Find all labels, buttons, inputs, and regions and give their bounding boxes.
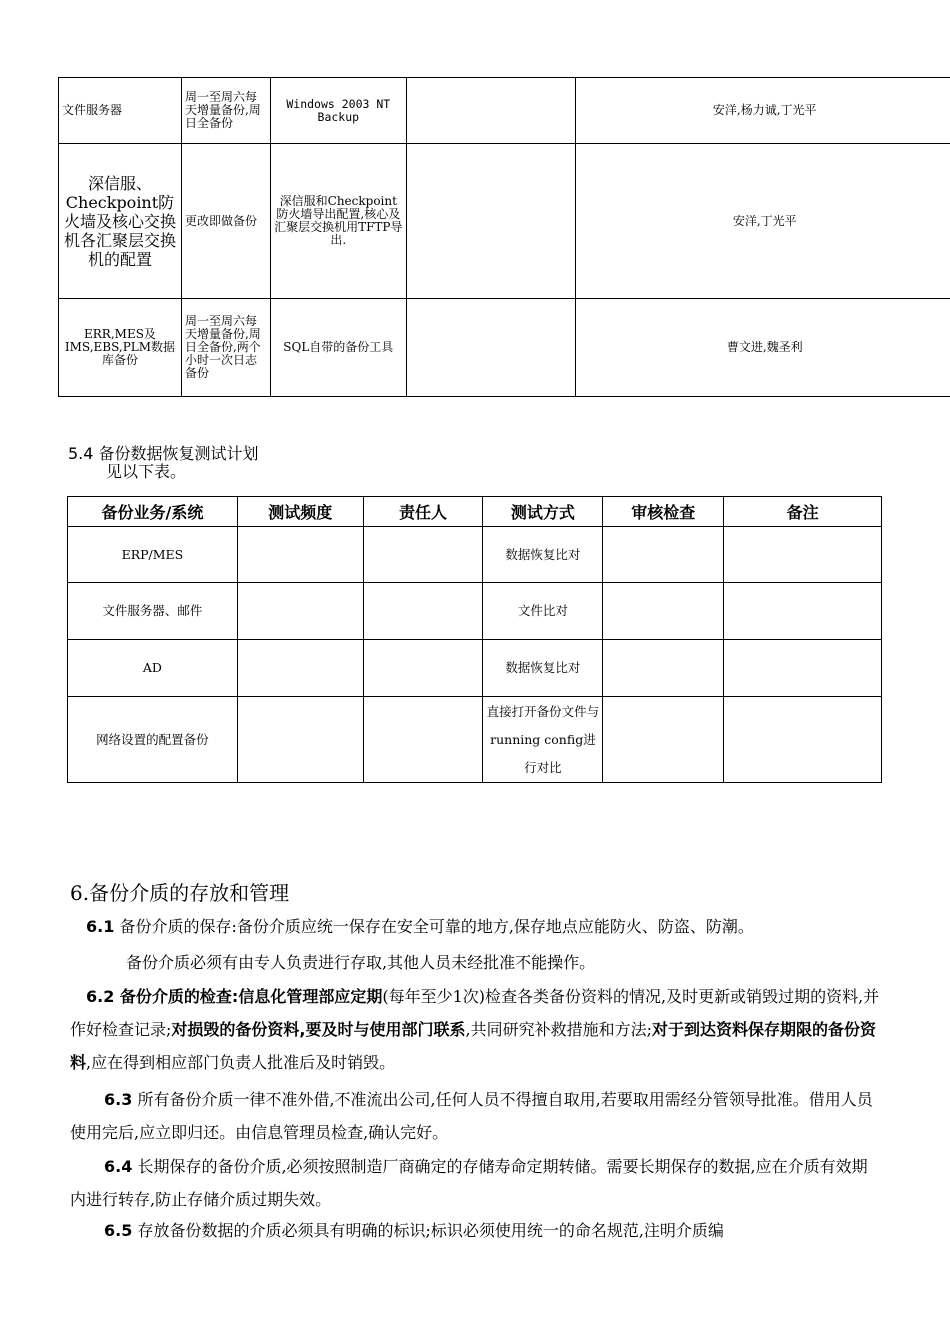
system-cell: 网络设置的配置备份	[68, 697, 238, 783]
section-6-title: 6.备份介质的存放和管理	[70, 881, 290, 905]
table-row	[68, 697, 882, 783]
para-text: ,应在得到相应部门负责人批准后及时销毁。	[86, 1053, 396, 1072]
para-number: 6.3	[104, 1090, 133, 1109]
note-cell	[724, 640, 882, 697]
people-cell: 曹文进,魏圣利	[575, 299, 950, 397]
review-cell	[603, 527, 724, 583]
frequency-cell	[237, 640, 363, 697]
header-cell: 测试频度	[237, 497, 363, 527]
para-heading: 6.2 备份介质的检查:信息化管理部应定期	[86, 987, 383, 1006]
para-emphasis: 对于到达资料保存期限的备份资料	[70, 1020, 876, 1072]
para-number: 6.1	[86, 917, 115, 936]
empty-cell	[406, 78, 575, 144]
para-text: 存放备份数据的介质必须具有明确的标识;标识必须使用统一的命名规范,注明介质编	[137, 1221, 724, 1240]
empty-cell	[406, 144, 575, 299]
header-cell: 测试方式	[483, 497, 603, 527]
para-number: 6.4	[104, 1157, 133, 1176]
owner-cell	[363, 527, 483, 583]
header-cell: 责任人	[363, 497, 483, 527]
para-text: 长期保存的备份介质,必须按照制造厂商确定的存储寿命定期转储。需要长期保存的数据,应在介质有效期内进行转存,防止存储介质过期失效。	[70, 1157, 868, 1209]
paragraph-6-4	[70, 1150, 880, 1216]
people-cell: 安洋,杨力诚,丁光平	[575, 78, 950, 144]
header-cell: 备份业务/系统	[68, 497, 238, 527]
frequency-cell	[237, 527, 363, 583]
paragraph-6-3	[70, 1083, 880, 1149]
system-cell: 文件服务器	[59, 78, 182, 144]
table-row	[59, 144, 950, 299]
system-cell: ERR,MES及IMS,EBS,PLM数据库备份	[59, 299, 182, 397]
para-text: 所有备份介质一律不准外借,不准流出公司,任何人员不得擅自取用,若要取用需经分管领导批准。借用人员使用完后,应立即归还。由信息管理员检查,确认完好。	[70, 1090, 873, 1142]
frequency-cell	[237, 583, 363, 640]
review-cell	[603, 697, 724, 783]
paragraph-6-1-cont: 备份介质必须有由专人负责进行存取,其他人员未经批准不能操作。	[126, 953, 596, 972]
recovery-test-table	[67, 496, 882, 783]
section-5-4-subtitle: 见以下表。	[106, 462, 187, 481]
empty-cell	[406, 299, 575, 397]
system-cell: AD	[68, 640, 238, 697]
system-cell: 深信服、Checkpoint防火墙及核心交换机各汇聚层交换机的配置	[59, 144, 182, 299]
method-cell: 深信服和Checkpoint防火墙导出配置,核心及汇聚层交换机用TFTP导出.	[270, 144, 406, 299]
paragraph-6-1	[86, 910, 886, 943]
paragraph-6-5	[70, 1214, 880, 1247]
para-text: (每年至少1次)检查各类备份资料的情况,及时更新或销毁过期的资料,并作好检查记录;	[70, 987, 880, 1039]
para-text: 备份介质的保存:备份介质应统一保存在安全可靠的地方,保存地点应能防火、防盗、防潮。	[119, 917, 754, 936]
table-row	[68, 527, 882, 583]
table-row	[68, 583, 882, 640]
owner-cell	[363, 640, 483, 697]
note-cell	[724, 583, 882, 640]
method-cell: Windows 2003 NT Backup	[270, 78, 406, 144]
owner-cell	[363, 697, 483, 783]
note-cell	[724, 697, 882, 783]
frequency-cell	[237, 697, 363, 783]
header-cell: 审核检查	[603, 497, 724, 527]
frequency-cell: 周一至周六每天增量备份,周日全备份	[181, 78, 270, 144]
method-cell: SQL自带的备份工具	[270, 299, 406, 397]
method-cell: 直接打开备份文件与running config进行对比	[483, 697, 603, 783]
method-cell: 数据恢复比对	[483, 640, 603, 697]
frequency-cell: 周一至周六每天增量备份,周日全备份,两个小时一次日志备份	[181, 299, 270, 397]
table-row	[59, 78, 950, 144]
section-5-4-title: 5.4 备份数据恢复测试计划	[68, 444, 259, 463]
method-cell: 数据恢复比对	[483, 527, 603, 583]
table-header-row	[68, 497, 882, 527]
paragraph-6-2	[70, 980, 885, 1079]
method-cell: 文件比对	[483, 583, 603, 640]
header-cell: 备注	[724, 497, 882, 527]
review-cell	[603, 583, 724, 640]
system-cell: ERP/MES	[68, 527, 238, 583]
backup-schedule-table	[58, 77, 950, 397]
frequency-cell: 更改即做备份	[181, 144, 270, 299]
para-number: 6.5	[104, 1221, 133, 1240]
table-row	[68, 640, 882, 697]
people-cell: 安洋,丁光平	[575, 144, 950, 299]
para-text: ,共同研究补救措施和方法;	[465, 1020, 652, 1039]
table-row	[59, 299, 950, 397]
system-cell: 文件服务器、邮件	[68, 583, 238, 640]
review-cell	[603, 640, 724, 697]
owner-cell	[363, 583, 483, 640]
para-emphasis: 对损毁的备份资料,要及时与使用部门联系	[171, 1020, 466, 1039]
note-cell	[724, 527, 882, 583]
